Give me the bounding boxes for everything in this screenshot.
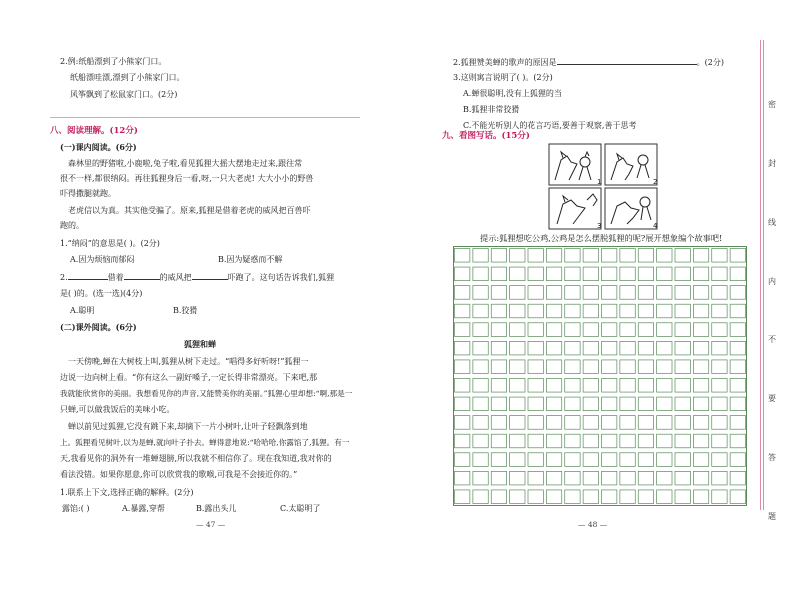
grid-cell xyxy=(528,249,543,263)
question-3-option-b: B.露出头儿 xyxy=(196,504,237,513)
grid-cell xyxy=(602,267,617,281)
grid-cell xyxy=(491,286,506,300)
grid-cell xyxy=(730,434,745,448)
grid-cell xyxy=(546,267,561,281)
grid-cell xyxy=(712,323,727,337)
right-question-2-score: 。(2分) xyxy=(696,58,724,67)
grid-cell xyxy=(583,341,598,355)
part1-heading: (一)课内阅读。(6分) xyxy=(60,142,137,152)
seal-char: 题 xyxy=(768,511,776,521)
grid-cell xyxy=(730,453,745,467)
seal-line-strip xyxy=(760,40,782,521)
grid-cell xyxy=(565,379,580,393)
grid-cell xyxy=(546,341,561,355)
q2-example: 2.例:纸船漂到了小熊家门口。 xyxy=(60,57,167,66)
blank-2[interactable] xyxy=(124,271,160,280)
question-2-fill xyxy=(60,271,334,283)
question-2-choice: 是( )的。(选一选)(4分) xyxy=(60,289,143,298)
section8-heading: 八、阅读理解。(12分) xyxy=(50,126,138,136)
grid-cell xyxy=(565,490,580,504)
grid-cell xyxy=(675,249,690,263)
grid-cell xyxy=(491,341,506,355)
grid-cell xyxy=(638,471,653,485)
grid-cell xyxy=(675,341,690,355)
right-question-2 xyxy=(453,56,724,68)
grid-cell xyxy=(565,341,580,355)
grid-cell xyxy=(473,453,488,467)
grid-cell xyxy=(528,267,543,281)
story-line6: 上。狐狸看见树叶,以为是蝉,就向叶子扑去。蝉得意地说:“哈哈哈,你露馅了,狐狸。有一 xyxy=(60,438,350,447)
picture-frame-2 xyxy=(605,144,657,185)
grid-cell xyxy=(583,490,598,504)
grid-cell xyxy=(620,490,635,504)
grid-cell xyxy=(730,416,745,430)
grid-cell xyxy=(583,323,598,337)
question-3-word: 露馅:( ) xyxy=(62,504,90,513)
section-divider xyxy=(50,117,360,118)
writing-hint: 提示:狐狸想吃公鸡,公鸡是怎么摆脱狐狸的呢?展开想象编个故事吧! xyxy=(480,233,723,243)
grid-cell xyxy=(602,397,617,411)
grid-cell xyxy=(546,304,561,318)
grid-cell xyxy=(638,434,653,448)
grid-cell xyxy=(546,490,561,504)
grid-cell xyxy=(583,434,598,448)
story-line3: 我就能欣赏你的美丽。我想看见你的声音,又能赞美你的美丽。”狐狸心里却想:“啊,那是一 xyxy=(60,389,353,398)
grid-cell xyxy=(510,471,525,485)
grid-cell xyxy=(510,304,525,318)
grid-cell xyxy=(583,360,598,374)
grid-cell xyxy=(602,341,617,355)
grid-cell xyxy=(455,323,470,337)
grid-cell xyxy=(473,416,488,430)
grid-cell xyxy=(675,397,690,411)
grid-cell xyxy=(657,379,672,393)
grid-cell xyxy=(712,434,727,448)
grid-cell xyxy=(491,267,506,281)
grid-cell xyxy=(528,323,543,337)
grid-cell xyxy=(693,267,708,281)
right-question-2-text: 2.狐狸赞美蝉的歌声的原因是 xyxy=(453,58,557,67)
story-line7: 天,我看见你的洞外有一堆蝉翅膀,所以我就不相信你了。现在我知道,我对你的 xyxy=(60,454,332,463)
question-3-option-c: C.太聪明了 xyxy=(280,504,321,513)
grid-cell xyxy=(546,249,561,263)
grid-cell xyxy=(528,286,543,300)
story-line8: 看法没错。如果你愿意,你可以欣赏我的歌喉,可我是不会接近你的。” xyxy=(60,470,298,479)
grid-cell xyxy=(657,397,672,411)
part2-heading: (二)课外阅读。(6分) xyxy=(60,322,137,332)
grid-cell xyxy=(657,490,672,504)
grid-cell xyxy=(602,416,617,430)
grid-cell xyxy=(657,286,672,300)
grid-cell xyxy=(546,323,561,337)
grid-cell xyxy=(510,379,525,393)
blank-1[interactable] xyxy=(68,271,108,280)
grid-cell xyxy=(730,323,745,337)
grid-cell xyxy=(675,434,690,448)
grid-cell xyxy=(565,323,580,337)
grid-cell xyxy=(730,267,745,281)
grid-cell xyxy=(620,434,635,448)
grid-cell xyxy=(712,490,727,504)
grid-cell xyxy=(693,397,708,411)
grid-cell xyxy=(473,434,488,448)
grid-cell xyxy=(510,249,525,263)
story-line4: 只蝉,可以做我饭后的美味小吃。 xyxy=(60,405,175,414)
grid-cell xyxy=(730,379,745,393)
grid-cell xyxy=(675,490,690,504)
grid-cell xyxy=(657,304,672,318)
story-line5: 蝉以前见过狐狸,它没有跳下来,却摘下一片小树叶,让叶子轻飘落到地 xyxy=(68,422,308,431)
grid-cell xyxy=(510,453,525,467)
grid-cell xyxy=(546,434,561,448)
grid-cell xyxy=(583,304,598,318)
grid-cell xyxy=(510,267,525,281)
grid-cell xyxy=(675,304,690,318)
seal-char: 密 xyxy=(768,100,776,110)
grid-cell xyxy=(638,249,653,263)
passage1-line3: 吓得撒腿就跑。 xyxy=(60,189,116,198)
grid-cell xyxy=(675,323,690,337)
grid-cell xyxy=(730,304,745,318)
grid-cell xyxy=(675,360,690,374)
grid-cell xyxy=(712,249,727,263)
grid-cell xyxy=(620,304,635,318)
grid-cell xyxy=(473,267,488,281)
picture-label-1: 1 xyxy=(597,178,602,186)
grid-cell xyxy=(455,286,470,300)
right-question-3-option-c: C.不能光听别人的花言巧语,要善于观察,善于思考 xyxy=(463,121,637,130)
grid-cell xyxy=(620,323,635,337)
seal-char: 不 xyxy=(768,335,776,345)
grid-cell xyxy=(693,360,708,374)
page-number-left: — 47 — xyxy=(196,520,226,529)
grid-cell xyxy=(675,453,690,467)
grid-cell xyxy=(491,490,506,504)
question-3-option-a: A.暴露,穿帮 xyxy=(122,504,165,513)
grid-cell xyxy=(528,379,543,393)
grid-cell xyxy=(565,434,580,448)
grid-cell xyxy=(455,304,470,318)
grid-cell xyxy=(528,360,543,374)
grid-cell xyxy=(491,323,506,337)
grid-cell xyxy=(491,416,506,430)
grid-cell xyxy=(712,453,727,467)
grid-cell xyxy=(583,397,598,411)
grid-cell xyxy=(602,286,617,300)
grid-cell xyxy=(455,453,470,467)
question-1: 1.“纳闷”的意思是( )。(2分) xyxy=(60,239,160,248)
grid-cell xyxy=(693,471,708,485)
grid-cell xyxy=(675,379,690,393)
grid-cell xyxy=(455,341,470,355)
grid-cell xyxy=(602,434,617,448)
grid-cell xyxy=(528,341,543,355)
grid-cell xyxy=(638,490,653,504)
grid-cell xyxy=(583,249,598,263)
grid-cell xyxy=(730,490,745,504)
grid-cell xyxy=(510,397,525,411)
section9-heading: 九、看图写话。(15分) xyxy=(442,131,530,141)
grid-cell xyxy=(657,434,672,448)
grid-cell xyxy=(602,304,617,318)
grid-cell xyxy=(693,490,708,504)
grid-cell xyxy=(565,360,580,374)
grid-cell xyxy=(491,397,506,411)
right-question-3-option-a: A.蝉很聪明,没有上狐狸的当 xyxy=(463,89,562,98)
grid-cell xyxy=(455,360,470,374)
grid-cell xyxy=(712,267,727,281)
grid-cell xyxy=(528,453,543,467)
grid-cell xyxy=(546,471,561,485)
grid-cell xyxy=(657,249,672,263)
grid-cell xyxy=(528,416,543,430)
grid-cell xyxy=(565,286,580,300)
grid-cell xyxy=(565,267,580,281)
grid-cell xyxy=(693,249,708,263)
passage1-line2: 很不一样,都很纳闷。再往狐狸身后一看,呀,一只大老虎! 大大小小的野兽 xyxy=(60,174,314,183)
grid-cell xyxy=(620,379,635,393)
grid-cell xyxy=(693,434,708,448)
grid-cell xyxy=(491,379,506,393)
grid-cell xyxy=(620,286,635,300)
grid-cell xyxy=(602,453,617,467)
grid-cell xyxy=(675,471,690,485)
grid-cell xyxy=(546,360,561,374)
grid-cell xyxy=(638,323,653,337)
grid-cell xyxy=(455,379,470,393)
grid-cell xyxy=(712,471,727,485)
grid-cell xyxy=(730,341,745,355)
grid-cell xyxy=(455,471,470,485)
question-2-option-b: B.狡猾 xyxy=(173,306,198,315)
grid-cell xyxy=(528,304,543,318)
grid-cell xyxy=(657,323,672,337)
grid-cell xyxy=(693,453,708,467)
grid-cell xyxy=(620,341,635,355)
grid-cell xyxy=(473,360,488,374)
grid-cell xyxy=(657,471,672,485)
grid-cell xyxy=(693,341,708,355)
grid-cell xyxy=(602,360,617,374)
grid-cell xyxy=(528,471,543,485)
seal-char: 封 xyxy=(768,159,776,169)
seal-char: 内 xyxy=(768,276,776,286)
grid-cell xyxy=(491,304,506,318)
grid-cell xyxy=(565,471,580,485)
grid-cell xyxy=(510,434,525,448)
seal-char: 要 xyxy=(768,394,776,404)
grid-cell xyxy=(473,397,488,411)
passage1-p2-line2: 跑的。 xyxy=(60,221,84,230)
q2-line2: 风筝飘到了松鼠家门口。(2分) xyxy=(70,90,178,99)
grid-cell xyxy=(473,379,488,393)
grid-cell xyxy=(565,249,580,263)
grid-cell xyxy=(455,434,470,448)
grid-cell xyxy=(712,286,727,300)
question-2-text-c: 的威风把 xyxy=(159,273,192,282)
grid-cell xyxy=(693,379,708,393)
grid-cell xyxy=(712,304,727,318)
right-question-3-option-b: B.狐狸非常狡猾 xyxy=(463,105,520,114)
grid-cell xyxy=(602,471,617,485)
grid-cell xyxy=(675,416,690,430)
grid-cell xyxy=(730,249,745,263)
grid-cell xyxy=(546,397,561,411)
grid-cell xyxy=(583,379,598,393)
grid-cell xyxy=(693,416,708,430)
grid-cell xyxy=(583,416,598,430)
grid-cell xyxy=(455,397,470,411)
grid-cell xyxy=(712,360,727,374)
grid-cell xyxy=(638,416,653,430)
grid-cell xyxy=(693,286,708,300)
question-1-option-b: B.因为疑惑而不解 xyxy=(218,255,283,264)
grid-cell xyxy=(510,323,525,337)
grid-cell xyxy=(473,341,488,355)
seal-char: 答 xyxy=(768,452,776,462)
grid-cell xyxy=(565,416,580,430)
grid-cell xyxy=(455,416,470,430)
grid-cell xyxy=(712,416,727,430)
grid-cell xyxy=(712,341,727,355)
grid-cell xyxy=(657,341,672,355)
seal-char: 线 xyxy=(768,217,776,227)
grid-cell xyxy=(528,490,543,504)
grid-cell xyxy=(602,249,617,263)
grid-cell xyxy=(546,453,561,467)
grid-cell xyxy=(693,323,708,337)
passage1-line1: 森林里的野猪啦,小鹿啦,兔子啦,看见狐狸大摇大摆地走过来,跟往常 xyxy=(68,159,303,168)
grid-cell xyxy=(638,379,653,393)
grid-cell xyxy=(510,490,525,504)
grid-cell xyxy=(620,249,635,263)
grid-cell xyxy=(455,249,470,263)
grid-cell xyxy=(510,286,525,300)
grid-cell xyxy=(730,286,745,300)
question-2-text-b: 借着 xyxy=(107,273,124,282)
passage1-p2: 老虎信以为真。其实他受骗了。原来,狐狸是借着老虎的威风把百兽吓 xyxy=(68,206,311,215)
story-line2: 边说一边向树上看。“你有这么一副好嗓子,一定长得非常漂亮。下来吧,那 xyxy=(60,373,318,382)
grid-cell xyxy=(657,360,672,374)
grid-cell xyxy=(602,490,617,504)
grid-cell xyxy=(730,397,745,411)
picture-frame-1 xyxy=(549,144,601,185)
grid-cell xyxy=(602,323,617,337)
grid-cell xyxy=(491,434,506,448)
grid-cell xyxy=(491,453,506,467)
grid-cell xyxy=(638,267,653,281)
picture-label-4: 4 xyxy=(653,222,658,230)
grid-cell xyxy=(473,490,488,504)
blank-3[interactable] xyxy=(192,271,228,280)
grid-cell xyxy=(491,249,506,263)
question-2-option-a: A.聪明 xyxy=(70,306,95,315)
grid-cell xyxy=(620,453,635,467)
grid-cell xyxy=(638,341,653,355)
grid-cell xyxy=(583,286,598,300)
grid-cell xyxy=(491,360,506,374)
grid-cell xyxy=(638,286,653,300)
grid-cell xyxy=(491,471,506,485)
grid-cell xyxy=(473,304,488,318)
grid-cell xyxy=(730,471,745,485)
story-title: 狐狸和蝉 xyxy=(184,339,216,349)
grid-cell xyxy=(657,416,672,430)
answer-blank[interactable] xyxy=(557,56,697,65)
right-question-3: 3.这则寓言说明了( )。(2分) xyxy=(453,73,553,82)
grid-cell xyxy=(620,397,635,411)
grid-cell xyxy=(583,471,598,485)
grid-cell xyxy=(510,341,525,355)
grid-cell xyxy=(620,416,635,430)
grid-cell xyxy=(565,397,580,411)
story-line1: 一天傍晚,蝉在大树枝上叫,狐狸从树下走过。“唱得多好听呀!”狐狸一 xyxy=(68,357,309,366)
q2-line1: 纸船漂哇漂,漂到了小熊家门口。 xyxy=(70,73,185,82)
grid-cell xyxy=(473,471,488,485)
grid-cell xyxy=(546,416,561,430)
grid-cell xyxy=(583,267,598,281)
grid-cell xyxy=(712,379,727,393)
grid-cell xyxy=(473,323,488,337)
picture-panel xyxy=(547,142,659,230)
grid-cell xyxy=(675,286,690,300)
question-2-number: 2. xyxy=(60,273,68,282)
grid-cell xyxy=(712,397,727,411)
picture-label-3: 3 xyxy=(597,222,602,230)
grid-cell xyxy=(510,360,525,374)
grid-cell xyxy=(473,249,488,263)
grid-cell xyxy=(546,286,561,300)
page-number-right: — 48 — xyxy=(578,520,608,529)
grid-cell xyxy=(638,304,653,318)
grid-cell xyxy=(602,379,617,393)
grid-cell xyxy=(638,453,653,467)
writing-grid[interactable] xyxy=(453,246,747,506)
grid-cell xyxy=(565,453,580,467)
grid-cell xyxy=(528,434,543,448)
question-3: 1.联系上下文,选择正确的解释。(2分) xyxy=(60,488,194,497)
grid-cell xyxy=(657,453,672,467)
grid-cell xyxy=(620,360,635,374)
question-2-text-d: 吓跑了。这句话告诉我们,狐狸 xyxy=(227,273,335,282)
grid-cell xyxy=(473,286,488,300)
grid-cell xyxy=(455,267,470,281)
grid-cell xyxy=(528,397,543,411)
grid-cell xyxy=(546,379,561,393)
grid-cell xyxy=(510,416,525,430)
grid-cell xyxy=(675,267,690,281)
grid-cell xyxy=(620,471,635,485)
grid-cell xyxy=(583,453,598,467)
grid-cell xyxy=(730,360,745,374)
grid-cell xyxy=(620,267,635,281)
picture-label-2: 2 xyxy=(653,178,658,186)
grid-cell xyxy=(693,304,708,318)
question-1-option-a: A.因为烦恼而郁闷 xyxy=(70,255,135,264)
grid-cell xyxy=(565,304,580,318)
grid-cell xyxy=(455,490,470,504)
grid-cell xyxy=(638,397,653,411)
grid-cell xyxy=(638,360,653,374)
grid-cell xyxy=(657,267,672,281)
